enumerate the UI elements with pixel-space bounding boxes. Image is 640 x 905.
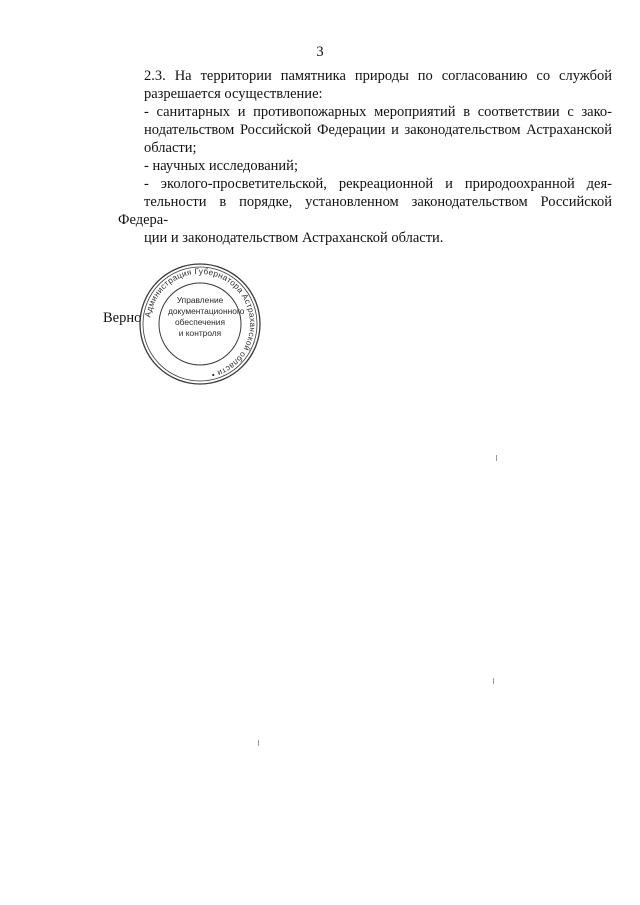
list-item: [118, 157, 612, 175]
page-number: 3: [316, 44, 324, 60]
text-line: тельности в порядке, установленном законодательством Российской Федера-: [118, 194, 612, 228]
text-line: области;: [144, 140, 197, 156]
text-line: ции и законодательством Астраханской области.: [144, 230, 444, 246]
text-line: - санитарных и противопожарных мероприятий в соответствии с зако-: [144, 104, 612, 120]
stamp-center-line: и контроля: [178, 328, 222, 338]
text-line: - эколого-просветительской, рекреационной и природоохранной дея-: [144, 176, 612, 192]
stamp-center-line: документационного: [168, 306, 245, 316]
scan-speck: [258, 740, 259, 746]
stamp-ring-text: Администрация Губернатора Астраханской области •: [143, 266, 258, 380]
scan-speck: [496, 455, 497, 461]
stamp-center-line: обеспечения: [175, 317, 225, 327]
stamp-center-text: [168, 295, 245, 339]
text-line: нодательством Российской Федерации и законодательством Астраханской: [144, 122, 612, 138]
scan-speck: [493, 678, 494, 684]
attestation-label: Верно: [103, 310, 142, 326]
stamp-center-line: Управление: [176, 295, 224, 305]
document-body: [118, 67, 612, 247]
clause-2-3: [118, 67, 612, 103]
list-item: [118, 103, 612, 157]
text-line: разрешается осуществление:: [144, 86, 323, 102]
text-line: - научных исследований;: [144, 158, 298, 174]
text-line: 2.3. На территории памятника природы по согласованию со службой: [144, 68, 612, 84]
list-item: [118, 175, 612, 247]
